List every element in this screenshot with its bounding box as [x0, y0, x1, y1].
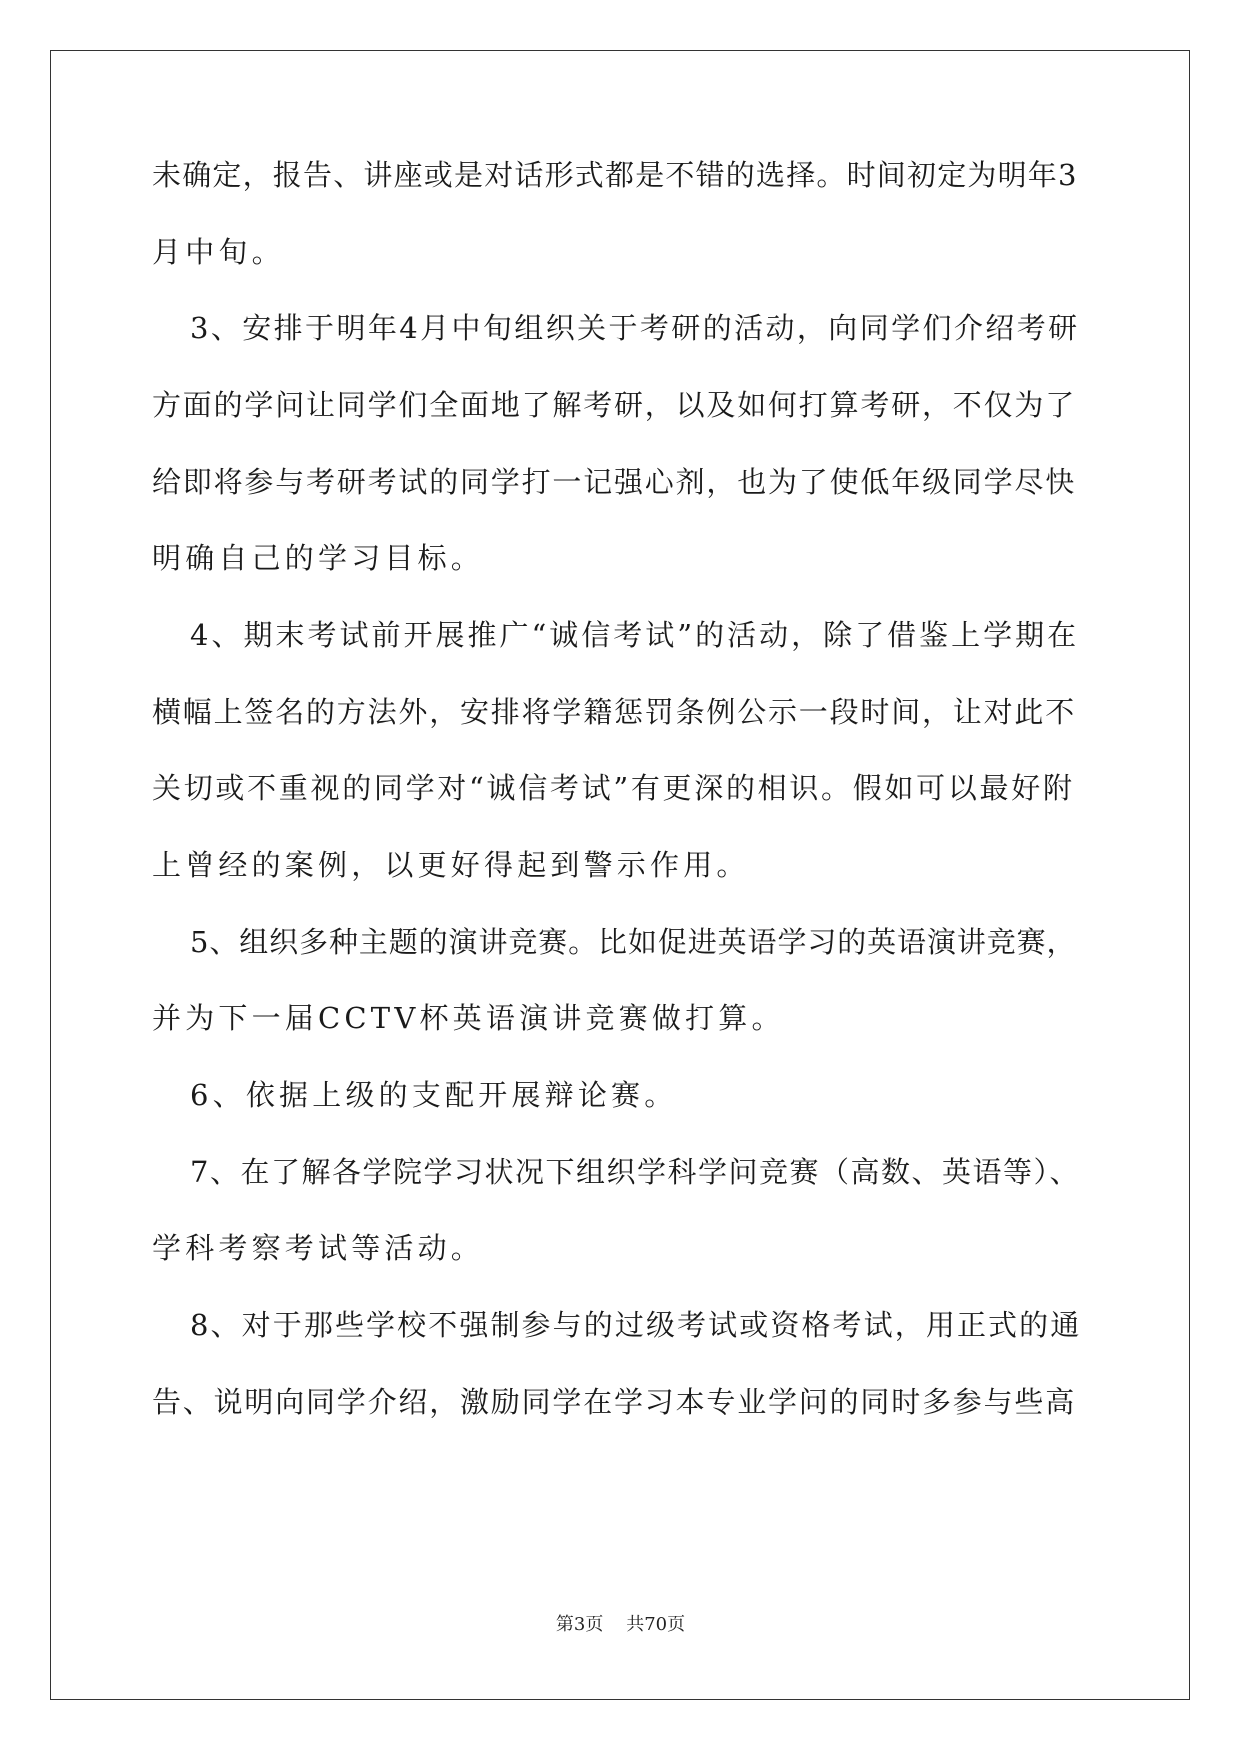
text-line: 上曾经的案例，以更好得起到警示作用。: [152, 848, 750, 882]
page-footer: [0, 1610, 1241, 1636]
page-number: 第3页: [555, 1614, 604, 1635]
page-total: 共70页: [626, 1614, 686, 1635]
paragraph-6-first-line: 6、依据上级的支配开展辩论赛。: [190, 1078, 678, 1112]
paragraph-8-first-line: 8、对于那些学校不强制参与的过级考试或资格考试，用正式的通: [190, 1308, 1082, 1342]
paragraph-3-first-line: 3、安排于明年4月中旬组织关于考研的活动，向同学们介绍考研: [190, 311, 1080, 345]
text-line: 学科考察考试等活动。: [152, 1231, 485, 1265]
text-line: 明确自己的学习目标。: [152, 541, 485, 575]
text-line: 给即将参与考研考试的同学打一记强心剂，也为了使低年级同学尽快: [152, 465, 1077, 499]
paragraph-4-first-line: 4、期末考试前开展推广“诚信考试”的活动，除了借鉴上学期在: [190, 618, 1080, 652]
text-line: 未确定，报告、讲座或是对话形式都是不错的选择。时间初定为明年3: [152, 158, 1078, 192]
text-line: 月中旬。: [152, 235, 285, 269]
text-line: 方面的学问让同学们全面地了解考研，以及如何打算考研，不仅为了: [152, 388, 1077, 422]
text-line: 横幅上签名的方法外，安排将学籍惩罚条例公示一段时间，让对此不: [152, 695, 1077, 729]
text-line: 告、说明向同学介绍，激励同学在学习本专业学问的同时多参与些高: [152, 1385, 1077, 1419]
text-line: 关切或不重视的同学对“诚信考试”有更深的相识。假如可以最好附: [152, 771, 1075, 805]
text-line: 并为下一届CCTV杯英语演讲竞赛做打算。: [152, 1001, 785, 1035]
paragraph-5-first-line: 5、组织多种主题的演讲竞赛。比如促进英语学习的英语演讲竞赛，: [190, 925, 1077, 959]
paragraph-7-first-line: 7、在了解各学院学习状况下组织学科学问竞赛（高数、英语等）、: [190, 1155, 1080, 1189]
